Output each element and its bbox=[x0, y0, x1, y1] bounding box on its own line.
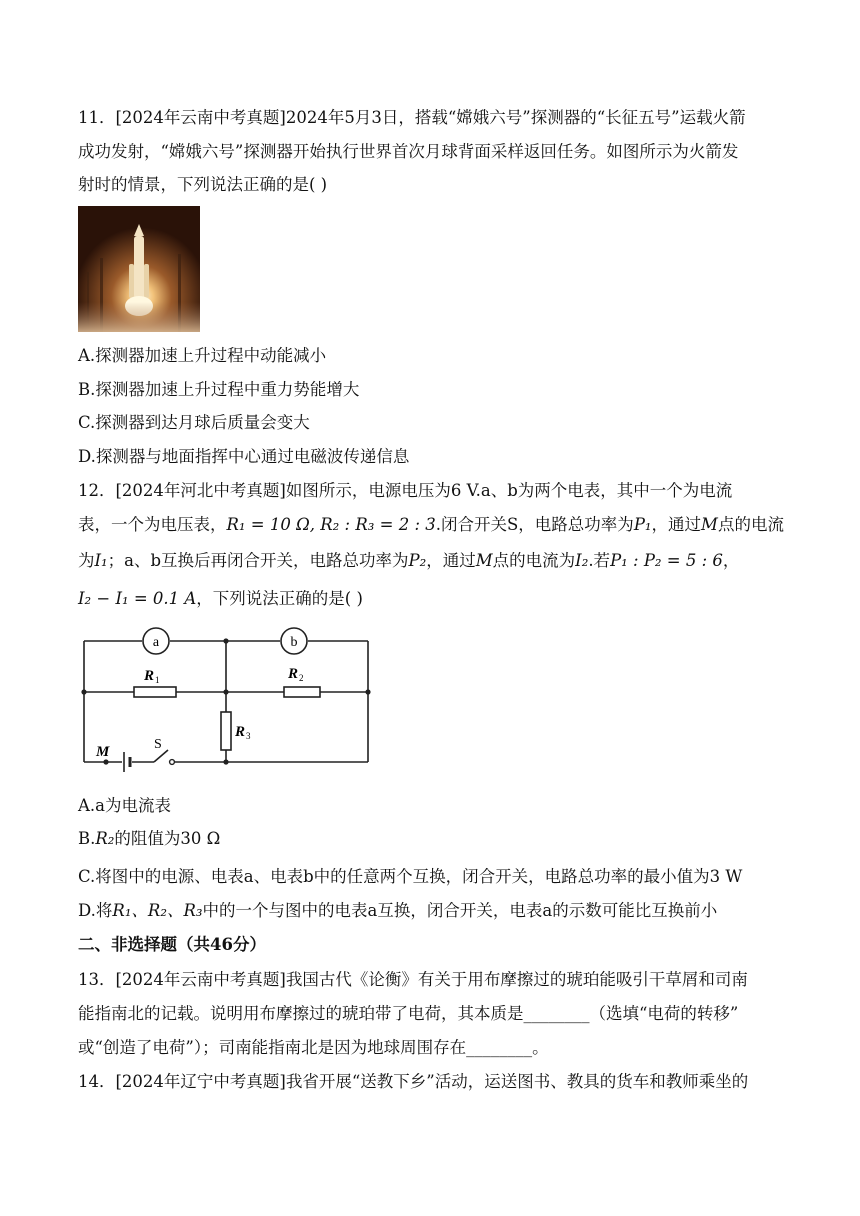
r1-subscript: 1 bbox=[155, 675, 160, 685]
q11-line3: 射时的情景，下列说法正确的是( ) bbox=[78, 175, 328, 194]
r3-label: R bbox=[235, 724, 246, 740]
rocket-launch-photo bbox=[78, 206, 200, 332]
q11-option-a: A.探测器加速上升过程中动能减小 bbox=[78, 346, 327, 365]
q12-option-b: B.R₂的阻值为30 Ω bbox=[78, 829, 221, 848]
q12-line2: 表，一个为电压表，R₁ = 10 Ω, R₂ : R₃ = 2 : 3.闭合开关S，电路总功率为P₁，通过M点的电流 bbox=[78, 515, 784, 534]
q12-formula-r: R₁ = 10 Ω, R₂ : R₃ = 2 : 3 bbox=[226, 515, 436, 534]
m-label: M bbox=[96, 744, 110, 760]
q11-option-b: B.探测器加速上升过程中重力势能增大 bbox=[78, 380, 360, 399]
section-heading: 二、非选择题（共46分） bbox=[78, 935, 266, 954]
r2-label: R bbox=[288, 666, 299, 682]
q11-line1: 11．[2024年云南中考真题]2024年5月3日，搭载“嫦娥六号”探测器的“长征五号”运载火箭 bbox=[78, 108, 746, 127]
switch-label: S bbox=[154, 737, 162, 752]
q12-line3: 为I₁；a、b互换后再闭合开关，电路总功率为P₂，通过M点的电流为I₂.若P₁ : P₂ = 5 : 6， bbox=[78, 551, 740, 570]
meter-b-label: b bbox=[290, 635, 298, 650]
q14-line1: 14．[2024年辽宁中考真题]我省开展“送教下乡”活动，运送图书、教具的货车和教师乘坐的 bbox=[78, 1072, 749, 1091]
r3-subscript: 3 bbox=[246, 731, 251, 741]
q12-line4: I₂ − I₁ = 0.1 A，下列说法正确的是( ) bbox=[78, 589, 363, 608]
q12-option-c: C.将图中的电源、电表a、电表b中的任意两个互换，闭合开关，电路总功率的最小值为3 W bbox=[78, 867, 743, 886]
circuit-diagram bbox=[72, 626, 382, 776]
r2-subscript: 2 bbox=[299, 673, 304, 683]
q11-line2: 成功发射，“嫦娥六号”探测器开始执行世界首次月球背面采样返回任务。如图所示为火箭发 bbox=[78, 142, 739, 161]
q13-line3: 或“创造了电荷”）；司南能指南北是因为地球周围存在________。 bbox=[78, 1038, 549, 1057]
q13-line2: 能指南北的记载。说明用布摩擦过的琥珀带了电荷，其本质是________（选填“电荷的转移” bbox=[78, 1004, 739, 1023]
meter-a-label: a bbox=[152, 635, 160, 650]
q13-line1: 13．[2024年云南中考真题]我国古代《论衡》有关于用布摩擦过的琥珀能吸引干草屑和司南 bbox=[78, 970, 748, 989]
r1-label: R bbox=[144, 668, 155, 684]
q12-line1: 12．[2024年河北中考真题]如图所示，电源电压为6 V.a、b为两个电表，其中一个为电流 bbox=[78, 481, 733, 500]
q12-option-d: D.将R₁、R₂、R₃中的一个与图中的电表a互换，闭合开关，电表a的示数可能比互换前小 bbox=[78, 901, 718, 920]
q12-formula-current: I₂ − I₁ = 0.1 A bbox=[78, 589, 197, 608]
q12-formula-ratio: P₁ : P₂ = 5 : 6 bbox=[610, 551, 723, 570]
q12-option-a: A.a为电流表 bbox=[78, 796, 171, 815]
q11-option-c: C.探测器到达月球后质量会变大 bbox=[78, 413, 310, 432]
q11-option-d: D.探测器与地面指挥中心通过电磁波传递信息 bbox=[78, 447, 410, 466]
